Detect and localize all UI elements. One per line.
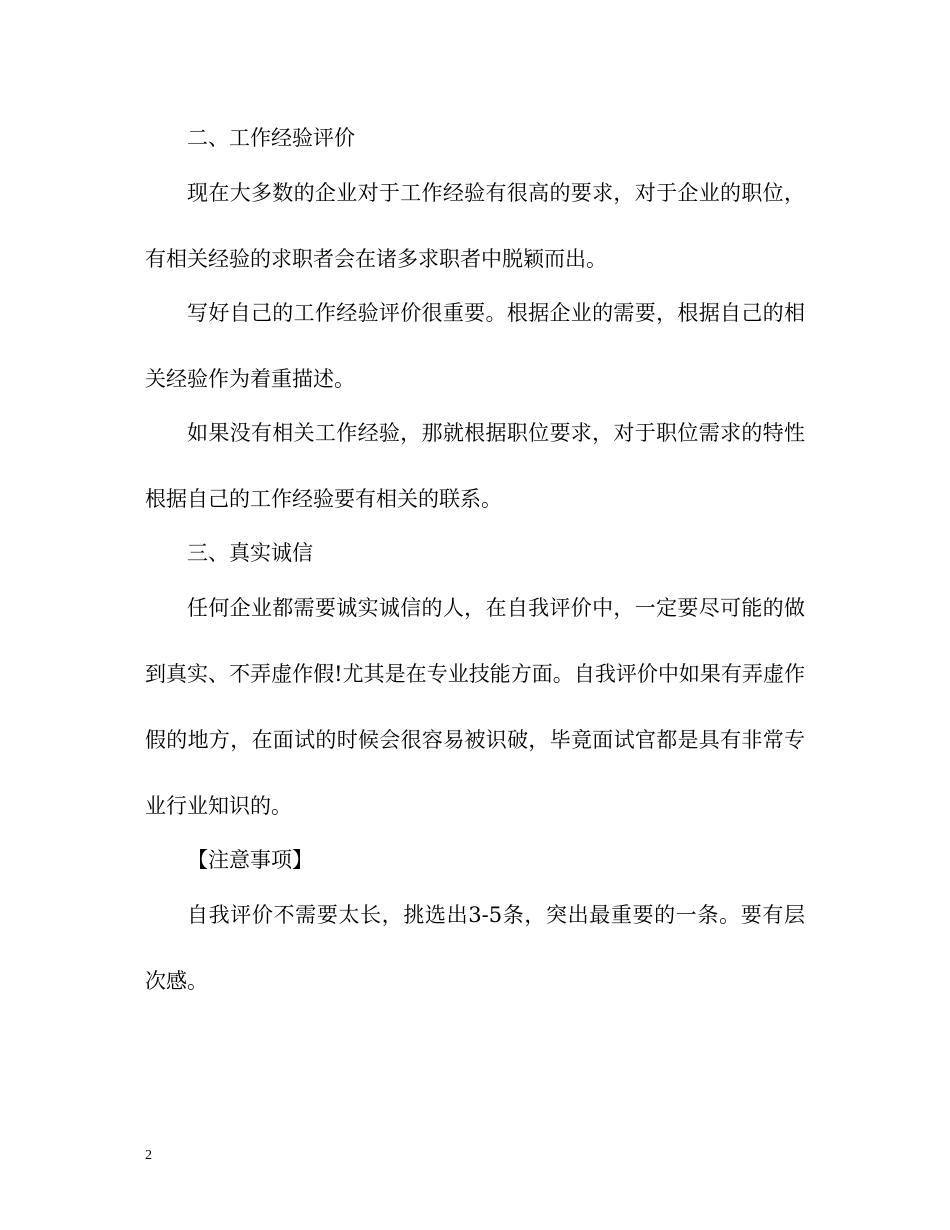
paragraph: 自我评价不需要太长，挑选出3-5条，突出最重要的一条。要有层次感。 xyxy=(145,903,805,993)
page-number: 2 xyxy=(145,1148,152,1163)
paragraph: 现在大多数的企业对于工作经验有很高的要求，对于企业的职位，有相关经验的求职者会在诸多求职者中脱颖而出。 xyxy=(145,181,805,271)
body-text xyxy=(145,122,805,1019)
section-heading-notes: 【注意事项】 xyxy=(187,848,313,872)
paragraph: 写好自己的工作经验评价很重要。根据企业的需要，根据自己的相关经验作为着重描述。 xyxy=(145,301,805,391)
paragraph: 如果没有相关工作经验，那就根据职位要求，对于职位需求的特性根据自己的工作经验要有相关的联系。 xyxy=(145,421,805,511)
section-heading-work-experience: 二、工作经验评价 xyxy=(187,126,355,150)
section-heading-honesty: 三、真实诚信 xyxy=(187,541,313,565)
paragraph: 任何企业都需要诚实诚信的人，在自我评价中，一定要尽可能的做到真实、不弄虚作假!尤其是在专业技能方面。自我评价中如果有弄虚作假的地方，在面试的时候会很容易被识破，毕竟面试官都是具有非常专业行业知识的。 xyxy=(145,596,805,818)
